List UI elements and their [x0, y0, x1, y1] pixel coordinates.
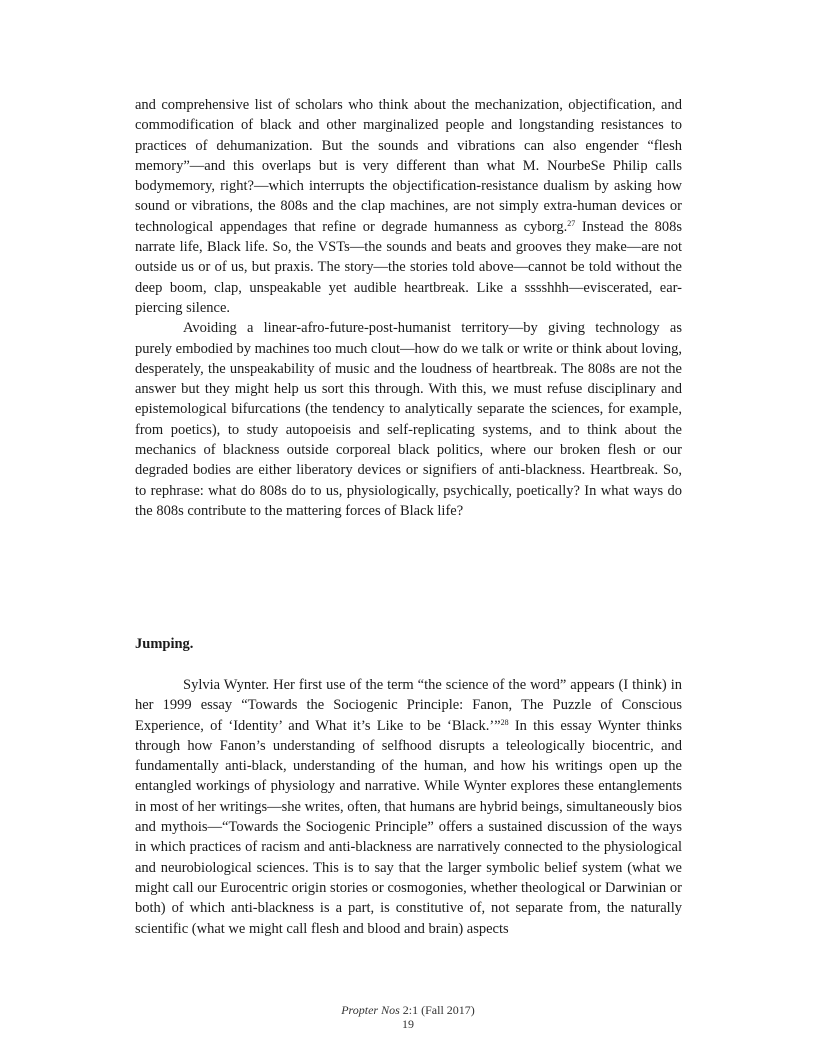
- paragraph-3: [135, 675, 682, 939]
- body-text-section-1: [135, 95, 682, 521]
- paragraph-2: Avoiding a linear-afro-future-post-humanist territory—by giving technology as purely embodied by machines too much clout—how do we talk or write or think about loving, desperately, the unspeakability of music and the loudness of heartbreak. The 808s are not the answer but they might help us sort this through. With this, we must refuse disciplinary and epistemological bifurcations (the tendency to analytically separate the sciences, for example, from poetics), to study autopoeisis and self-replicating systems, and to think about the mechanics of blackness outside corporeal black politics, where our broken flesh or our degraded bodies are either liberatory devices or signifiers of anti-blackness. Heartbreak. So, to rephrase: what do 808s do to us, physiologically, psychically, poetically? In what ways do the 808s contribute to the mattering forces of Black life?: [135, 320, 682, 519]
- section-heading: Jumping.: [135, 636, 194, 652]
- paragraph-1-text-cont: Instead the 808s narrate life, Black life. So, the VSTs—the sounds and beats and grooves they make—are not outside us or of us, but praxis. The story—the stories told above—cannot be told without the deep boom, clap, unspeakable yet audible heartbreak. Like a sssshhh—eviscerated, ear-piercing silence.: [135, 218, 683, 316]
- footer-citation: [0, 1003, 816, 1017]
- paragraph-3-text-cont: In this essay Wynter thinks through how Fanon’s understanding of selfhood disrupts a teleologically biocentric, and fundamentally anti-black, understanding of the human, and how his writings open up the entangled workings of physiology and narrative. While Wynter explores these entanglements in most of her writings—she writes, often, that humans are hybrid beings, simultaneously bios and mythois—“Towards the Sociogenic Principle” offers a sustained discussion of the ways in which practices of racism and anti-blackness are narratively connected to the physiological and neurobiological sciences. This is to say that the larger symbolic belief system (what we might call our Eurocentric origin stories or cosmogonies, whether theological or Darwinian or both) of which anti-blackness is a part, is constitutive of, not separate from, the naturally scientific (what we might call flesh and blood and brain) aspects: [135, 717, 682, 937]
- journal-issue: 2:1 (Fall 2017): [399, 1003, 475, 1017]
- paragraph-3-text: Sylvia Wynter. Her first use of the term “the science of the word” appears (I think) in her 1999 essay “Towards the Sociogenic Principle: Fanon, The Puzzle of Conscious Experience, of ‘Identity’ and What it’s Like to be ‘Black.’”: [135, 677, 682, 734]
- footnote-marker-27: 27: [567, 218, 576, 228]
- journal-title: Propter Nos: [341, 1003, 400, 1017]
- paragraph-1-text: and comprehensive list of scholars who think about the mechanization, objectification, and commodification of black and other marginalized people and longstanding resistances to practices of dehumanization. But the sounds and vibrations can also engender “flesh memory”—and this overlaps but is very different than what M. NourbeSe Philip calls bodymemory, right?—which interrupts the objectification-resistance dualism by asking how sound or vibrations, the 808s and the clap machines, are not simply extra-human devices or technological appendages that refine or degrade humanness as cyborg.: [135, 97, 682, 235]
- page-number: 19: [402, 1017, 414, 1031]
- page-footer: [0, 1003, 816, 1031]
- footnote-marker-28: 28: [500, 717, 509, 727]
- body-text-section-2: [135, 675, 682, 939]
- paragraph-1: [135, 95, 682, 318]
